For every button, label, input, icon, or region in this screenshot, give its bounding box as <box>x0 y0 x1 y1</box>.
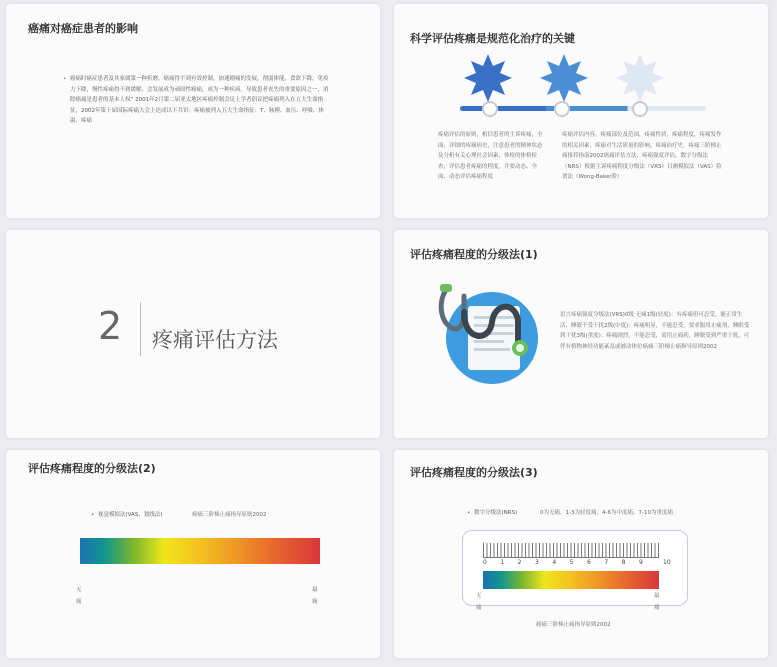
timeline-node <box>482 101 498 117</box>
tick-label: 2 <box>517 559 522 566</box>
tick-labels <box>483 559 671 569</box>
slide-vas[interactable] <box>6 450 380 658</box>
tick-label: 0 <box>483 559 487 566</box>
scale-description: 0为无痛，1-3为轻度痛，4-6为中度痛，7-10为重度痛 <box>540 510 673 516</box>
slide-title: 癌痛对癌症患者的影响 <box>28 22 138 35</box>
star-icon-medium <box>540 54 588 102</box>
ruler-baseline <box>483 557 659 558</box>
slide-evaluation-key[interactable] <box>394 4 768 218</box>
slide-section-divider[interactable] <box>6 230 380 438</box>
label-no-pain: 无 痛 <box>476 593 482 611</box>
tick-label: 8 <box>621 559 626 566</box>
slide-title: 评估疼痛程度的分级法(2) <box>28 462 156 475</box>
section-number: 2 <box>98 304 123 348</box>
slide-title: 科学评估疼痛是规范化治疗的关键 <box>410 32 575 45</box>
star-icon-light <box>616 54 664 102</box>
slide-vrs[interactable] <box>394 230 768 438</box>
tick-label: 7 <box>604 559 609 566</box>
medical-record-stethoscope-icon <box>434 282 546 390</box>
slide-title: 评估疼痛程度的分级法(1) <box>410 248 538 261</box>
label-no-pain: 无 痛 <box>76 587 82 605</box>
nrs-color-bar <box>483 571 659 589</box>
slide-body-text: • 癌痛时癌症患者及其家属第一种折磨，癌痛得不到有效控制，加速剧痛的发展，削弱体能，食欲下降，免疫力下降，慢性疼痛得不到缓解，会发展成为顽固性癌痛，成为一种疾病。导致患者丧失的重要原因之一，消除癌痛是患者的基本人权” 2001年2月第二届亚太地区疼痛控制会议上学者倡议把疼痛列入在五大生命指征，2002年第十届国际疼痛大会上达成以下共识：疼痛被列入五大生命指征：T、脉搏、血压、呼吸、体温、疼痛 <box>70 74 332 127</box>
timeline-node <box>554 101 570 117</box>
section-heading: 疼痛评估方法 <box>152 328 278 352</box>
tick-label: 10 <box>663 559 671 566</box>
source-footer: 癌痛三阶梯止痛指导原则2002 <box>536 622 611 628</box>
tick-label: 5 <box>569 559 574 566</box>
vas-color-bar <box>80 538 320 564</box>
tick-label: 4 <box>552 559 557 566</box>
bullet-text: • 数字分级法(NRS) <box>474 508 517 519</box>
timeline-node <box>632 101 648 117</box>
star-icon-dark <box>464 54 512 102</box>
text-column-1: 疼痛评估的原则，相信患者的主诉疼痛，全面，详细的疼痛病史，注意患者的精神状态及分析有关心理社会因素，体检的体格检查，评估患者疼痛的程度，并要动态、全面、动态评估疼痛程度 <box>438 132 543 180</box>
text-column-2: 疼痛评估内容，疼痛部位及范围，疼痛性质，疼痛程度，疼痛发作的相关因素，疼痛对生活质量的影响，疼痛治疗史。疼痛三阶梯止痛推荐指南2002癌痛评估方法，疼痛强度评估，数字分级法（NRS）根据主诉疼痛程度分级法（VRS）目测模拟法（VAS）脸谱法（Wong-Baker脸） <box>562 132 722 180</box>
tick-label: 1 <box>500 559 505 566</box>
divider-line <box>140 302 141 356</box>
tick-label: 9 <box>639 559 643 566</box>
tick-label: 3 <box>535 559 539 566</box>
ruler <box>483 543 659 557</box>
tick-label: 6 <box>587 559 591 566</box>
slide-impact[interactable] <box>6 4 380 218</box>
source-note: 癌痛三阶梯止痛指导原则2002 <box>192 512 267 518</box>
slide-body-text: 语言疼痛强度分级法(VRS)0级 无痛1级(轻度)：有疼痛但可忍受，能正常生活，睡眠不受干扰2级(中度)：疼痛明显，不能忍受，要求服用止痛剂，睡眠受到干扰3级(重度)：疼痛剧烈，不能忍受，需用止痛药，睡眠受到严重干扰，可伴有植物神经功能紊乱或被动体位癌痛三阶梯止痛指导原则2002 <box>560 312 750 350</box>
bullet-text: • 视觉模拟法(VAS、划线法) <box>98 510 162 521</box>
slide-title: 评估疼痛程度的分级法(3) <box>410 466 538 479</box>
slide-nrs[interactable] <box>394 450 768 658</box>
label-max-pain: 最 痛 <box>654 593 660 611</box>
label-max-pain: 最 痛 <box>312 587 318 605</box>
